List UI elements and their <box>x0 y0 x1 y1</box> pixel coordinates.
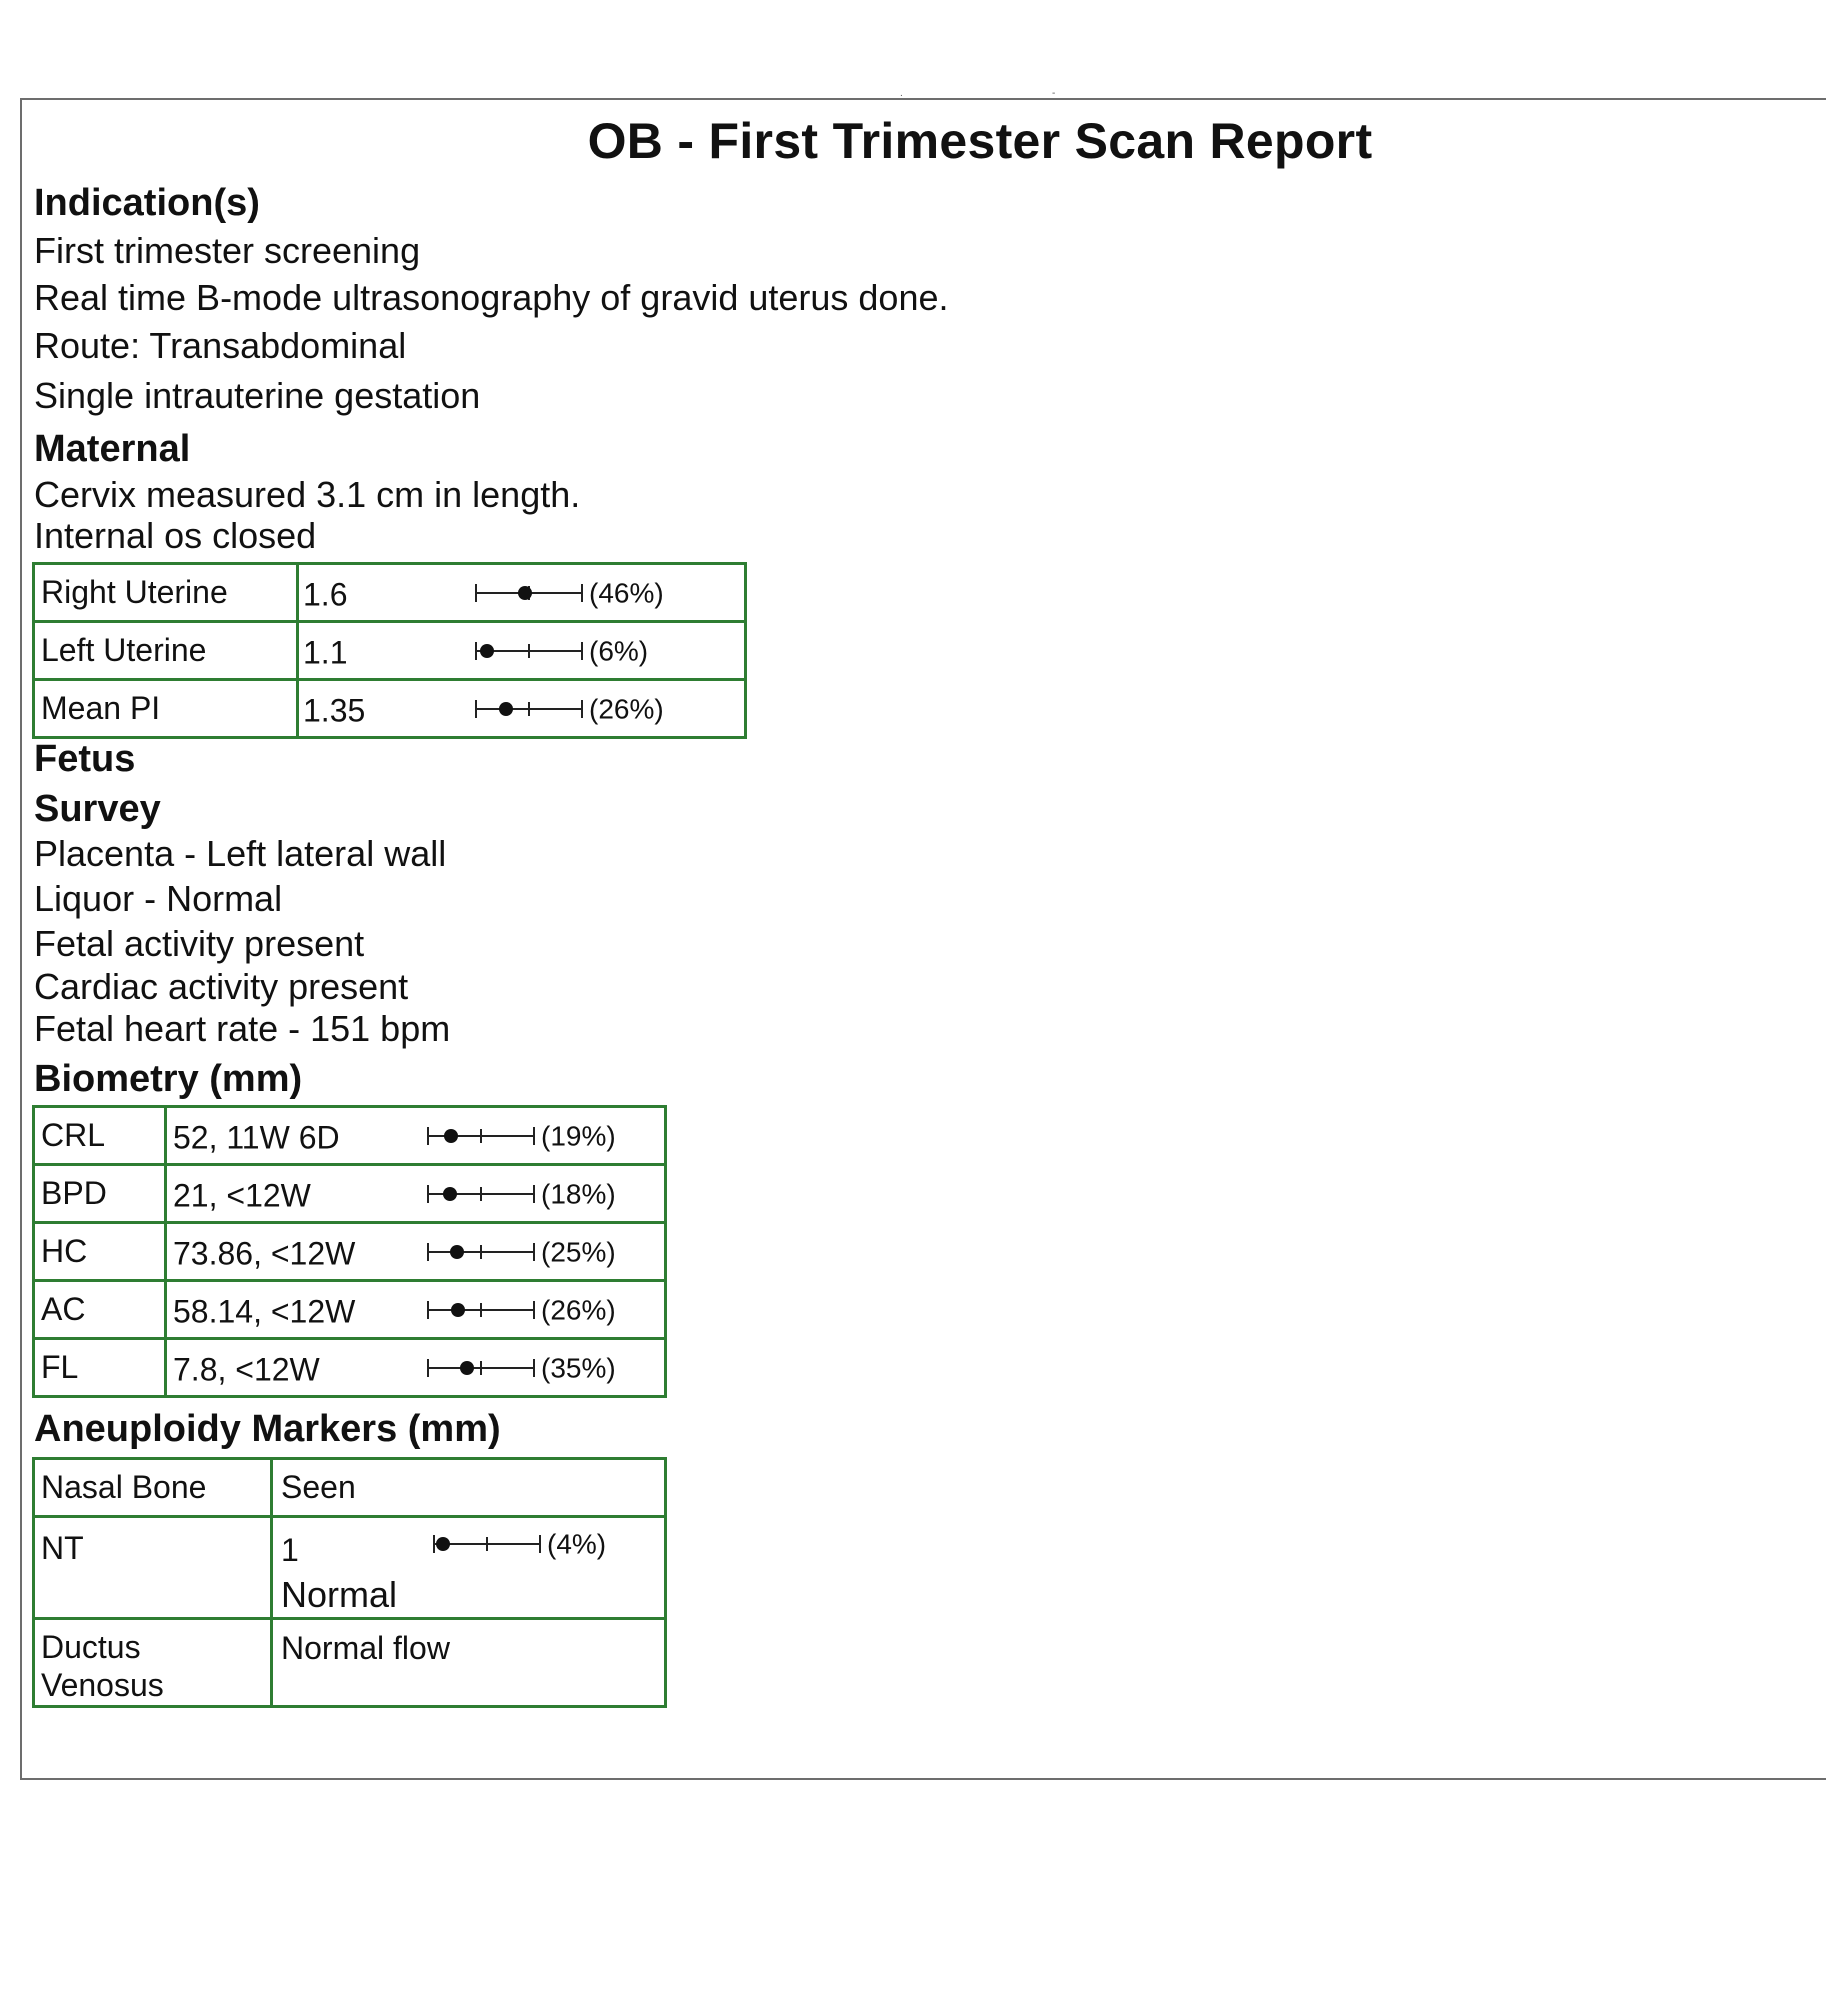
row-value: 58.14, <12W <box>173 1292 356 1329</box>
indication-line: First trimester screening <box>34 230 421 271</box>
biometry-table <box>32 1105 667 1398</box>
gauge-mid-tick <box>480 1245 482 1259</box>
fetus-heading: Fetus <box>34 738 136 780</box>
row-label: Nasal Bone <box>34 1459 272 1517</box>
maternal-doppler-table <box>32 562 747 739</box>
scan-artifact-dot: . <box>900 88 903 99</box>
row-value: Normal flow <box>272 1619 666 1707</box>
aneuploidy-heading: Aneuploidy Markers (mm) <box>34 1408 501 1450</box>
row-label: HC <box>34 1223 166 1281</box>
gauge-right-cap <box>533 1127 535 1145</box>
row-value: 7.8, <12W <box>173 1350 320 1387</box>
table-row <box>34 1107 666 1165</box>
table-row <box>34 1517 666 1619</box>
row-value: 1.35 <box>303 691 366 728</box>
row-value: 73.86, <12W <box>173 1234 356 1271</box>
gauge-left-cap <box>427 1185 429 1203</box>
gauge-percentile-dot <box>480 644 494 658</box>
table-row <box>34 622 746 680</box>
gauge-left-cap <box>433 1535 435 1553</box>
table-row <box>34 564 746 622</box>
percentile-label: (6%) <box>589 635 649 667</box>
gauge-left-cap <box>427 1127 429 1145</box>
row-label: Left Uterine <box>34 622 298 680</box>
gauge-right-cap <box>533 1243 535 1261</box>
percentile-label: (4%) <box>547 1528 607 1560</box>
survey-line: Fetal heart rate - 151 bpm <box>34 1008 451 1049</box>
percentile-gauge <box>475 697 583 721</box>
gauge-percentile-dot <box>444 1129 458 1143</box>
gauge-percentile-dot <box>436 1537 450 1551</box>
gauge-percentile-dot <box>518 586 532 600</box>
row-value: 1.1 <box>303 633 348 670</box>
row-label: Right Uterine <box>34 564 298 622</box>
gauge-left-cap <box>427 1243 429 1261</box>
row-label: AC <box>34 1281 166 1339</box>
row-label: Mean PI <box>34 680 298 738</box>
percentile-label: (25%) <box>541 1236 616 1268</box>
percentile-gauge <box>427 1124 535 1148</box>
indication-heading: Indication(s) <box>34 182 260 224</box>
survey-line: Cardiac activity present <box>34 966 409 1007</box>
percentile-gauge <box>433 1532 541 1556</box>
table-row <box>34 1339 666 1397</box>
percentile-label: (26%) <box>541 1294 616 1326</box>
gauge-percentile-dot <box>499 702 513 716</box>
report-title: OB - First Trimester Scan Report <box>587 113 1373 169</box>
gauge-mid-tick <box>486 1537 488 1551</box>
gauge-left-cap <box>427 1359 429 1377</box>
row-value: 21, <12W <box>173 1176 311 1213</box>
aneuploidy-table <box>32 1457 667 1708</box>
gauge-mid-tick <box>480 1187 482 1201</box>
gauge-mid-tick <box>528 702 530 716</box>
indication-line: Route: Transabdominal <box>34 325 407 366</box>
gauge-left-cap <box>475 700 477 718</box>
percentile-label: (46%) <box>589 577 664 609</box>
biometry-heading: Biometry (mm) <box>34 1058 303 1100</box>
percentile-gauge <box>475 581 583 605</box>
gauge-percentile-dot <box>443 1187 457 1201</box>
gauge-percentile-dot <box>451 1303 465 1317</box>
row-label: Ductus Venosus <box>34 1619 272 1707</box>
survey-line: Liquor - Normal <box>34 878 283 919</box>
gauge-percentile-dot <box>460 1361 474 1375</box>
gauge-right-cap <box>581 584 583 602</box>
gauge-right-cap <box>539 1535 541 1553</box>
percentile-label: (35%) <box>541 1352 616 1384</box>
row-label: FL <box>34 1339 166 1397</box>
percentile-gauge <box>427 1182 535 1206</box>
maternal-line: Internal os closed <box>34 515 317 556</box>
table-row <box>34 1281 666 1339</box>
gauge-right-cap <box>533 1185 535 1203</box>
gauge-right-cap <box>533 1301 535 1319</box>
gauge-right-cap <box>533 1359 535 1377</box>
gauge-mid-tick <box>528 644 530 658</box>
gauge-right-cap <box>581 700 583 718</box>
gauge-mid-tick <box>480 1361 482 1375</box>
survey-line: Fetal activity present <box>34 923 365 964</box>
percentile-label: (19%) <box>541 1120 616 1152</box>
table-row <box>34 1619 666 1707</box>
row-value: 1.6 <box>303 575 348 612</box>
row-label: CRL <box>34 1107 166 1165</box>
maternal-heading: Maternal <box>34 428 191 470</box>
row-value: Seen <box>272 1459 666 1517</box>
gauge-mid-tick <box>480 1303 482 1317</box>
table-row <box>34 680 746 738</box>
gauge-left-cap <box>427 1301 429 1319</box>
percentile-gauge <box>427 1298 535 1322</box>
gauge-left-cap <box>475 642 477 660</box>
percentile-gauge <box>475 639 583 663</box>
percentile-gauge <box>427 1356 535 1380</box>
nt-note: Normal <box>281 1574 398 1615</box>
row-label: BPD <box>34 1165 166 1223</box>
indication-line: Real time B-mode ultrasonography of gravid uterus done. <box>34 277 949 318</box>
scan-artifact-dot: - <box>1052 88 1056 99</box>
indication-line: Single intrauterine gestation <box>34 375 481 416</box>
percentile-gauge <box>427 1240 535 1264</box>
table-row <box>34 1165 666 1223</box>
percentile-label: (18%) <box>541 1178 616 1210</box>
gauge-mid-tick <box>480 1129 482 1143</box>
nt-value: 1 <box>281 1532 299 1568</box>
gauge-percentile-dot <box>450 1245 464 1259</box>
survey-line: Placenta - Left lateral wall <box>34 833 447 874</box>
gauge-right-cap <box>581 642 583 660</box>
survey-heading: Survey <box>34 788 161 830</box>
row-value: 52, 11W 6D <box>173 1118 340 1155</box>
maternal-line: Cervix measured 3.1 cm in length. <box>34 474 581 515</box>
row-label: NT <box>34 1517 272 1619</box>
gauge-left-cap <box>475 584 477 602</box>
table-row <box>34 1459 666 1517</box>
percentile-label: (26%) <box>589 693 664 725</box>
table-row <box>34 1223 666 1281</box>
